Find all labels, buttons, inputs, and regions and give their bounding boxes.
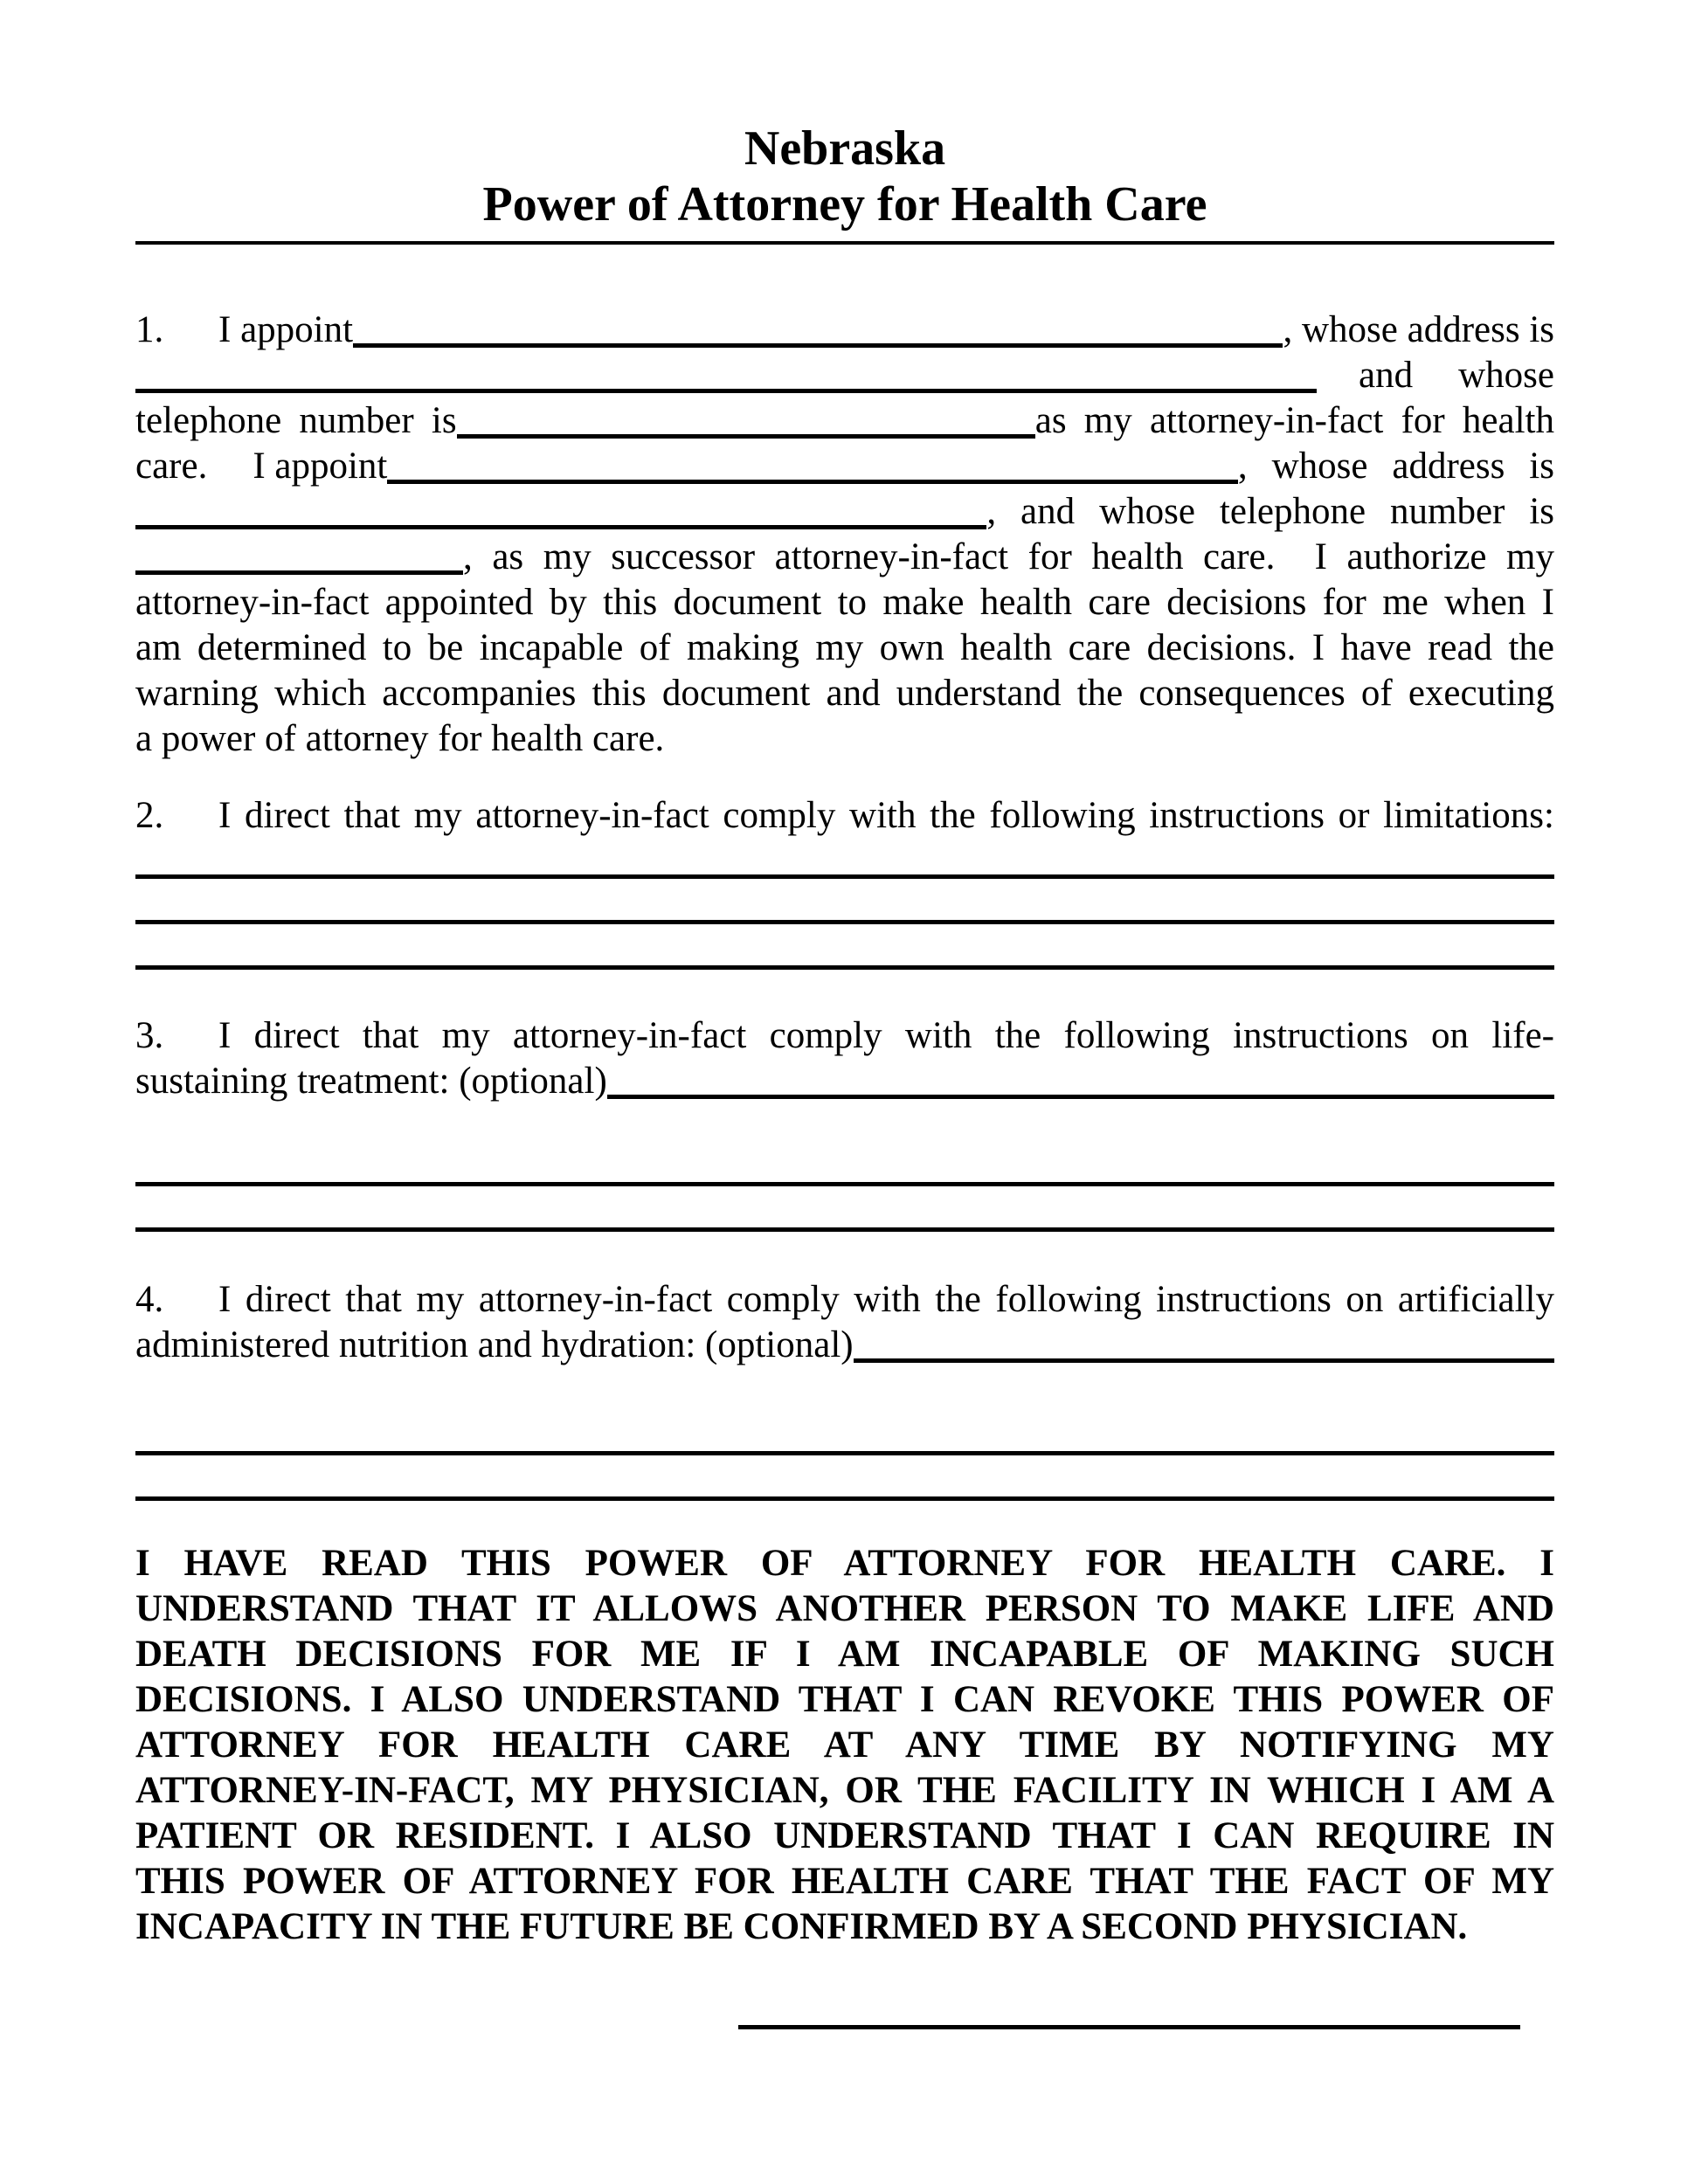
appointment-line-1 [135, 308, 1554, 353]
appointment-line-10: a power of attorney for health care. [135, 718, 665, 759]
appointment-line-6 [135, 535, 1554, 580]
appointment-line-4 [135, 444, 1554, 489]
attorney-address-field[interactable] [135, 389, 1317, 393]
document-state-title: Nebraska [744, 121, 946, 176]
document-title: Power of Attorney for Health Care [482, 177, 1207, 232]
instructions-field-line-3[interactable] [135, 965, 1554, 970]
item-number-3: 3. [135, 1015, 164, 1056]
acknowledgment-line-6: ATTORNEY-IN-FACT, MY PHYSICIAN, OR THE FACILITY IN WHICH I AM A [135, 1770, 1554, 1811]
section-nutrition-hydration [135, 1277, 1554, 1506]
spacer [135, 1368, 1554, 1415]
acknowledgment-line-5: ATTORNEY FOR HEALTH CARE AT ANY TIME BY NOTIFYING MY [135, 1724, 1554, 1766]
appointment-line-7: attorney-in-fact appointed by this document to make health care decisions for me when I [135, 582, 1554, 623]
appointment-line-2 [135, 353, 1554, 398]
nutrition-blank-row-1 [135, 1415, 1554, 1461]
appointment-line-8: am determined to be incapable of making my own health care decisions. I have read the [135, 627, 1554, 668]
nutrition-heading-text: I direct that my attorney-in-fact comply with the following instructions on artificially [218, 1279, 1554, 1320]
title-divider-rule [135, 241, 1554, 245]
instructions-field-line-1[interactable] [135, 874, 1554, 879]
successor-name-field[interactable] [387, 480, 1237, 484]
nutrition-heading-line-1 [135, 1277, 1554, 1323]
life-sustaining-heading-line-2 [135, 1059, 1554, 1104]
life-sustaining-blank-row-2 [135, 1192, 1554, 1237]
signature-line[interactable] [738, 2025, 1520, 2029]
appoint-label: I appoint [218, 309, 354, 350]
nutrition-heading-line-2 [135, 1323, 1554, 1368]
item-number-2: 2. [135, 795, 164, 836]
nutrition-optional-label: administered nutrition and hydration: (optional) [135, 1324, 854, 1365]
spacer [135, 1104, 1554, 1146]
successor-address-label: , whose address is [1237, 446, 1554, 487]
life-sustaining-field-line-2[interactable] [135, 1227, 1554, 1232]
appointment-line-5 [135, 489, 1554, 535]
section-appointment [135, 308, 1554, 762]
nutrition-field-start[interactable] [854, 1358, 1554, 1363]
whose-label: whose [1458, 355, 1554, 396]
successor-address-field[interactable] [135, 525, 986, 529]
acknowledgment-paragraph [135, 1541, 1554, 1950]
acknowledgment-line-1: I HAVE READ THIS POWER OF ATTORNEY FOR HEALTH CARE. I [135, 1543, 1554, 1584]
instructions-blank-row-2 [135, 884, 1554, 930]
life-sustaining-field-start[interactable] [607, 1095, 1554, 1099]
section-instructions [135, 793, 1554, 975]
life-sustaining-optional-label: sustaining treatment: (optional) [135, 1061, 607, 1102]
instructions-heading [135, 793, 1554, 839]
nutrition-field-line-2[interactable] [135, 1496, 1554, 1501]
acknowledgment-line-3: DEATH DECISIONS FOR ME IF I AM INCAPABLE OF MAKING SUCH [135, 1634, 1554, 1675]
life-sustaining-heading-text: I direct that my attorney-in-fact comply with the following instructions on life- [218, 1015, 1554, 1056]
instructions-blank-row-3 [135, 930, 1554, 975]
successor-phone-label: , and whose telephone number is [986, 491, 1554, 532]
successor-authorize-text: , as my successor attorney-in-fact for health care. I authorize my [463, 536, 1554, 577]
life-sustaining-blank-row-1 [135, 1146, 1554, 1192]
life-sustaining-heading-line-1 [135, 1013, 1554, 1059]
whose-address-label: , whose address is [1283, 309, 1554, 350]
document-header [135, 121, 1554, 245]
acknowledgment-line-9: INCAPACITY IN THE FUTURE BE CONFIRMED BY A SECOND PHYSICIAN. [135, 1906, 1468, 1947]
and-label: and [1359, 355, 1414, 396]
instructions-heading-text: I direct that my attorney-in-fact comply with the following instructions or limitations: [218, 795, 1554, 836]
telephone-label: telephone number is [135, 400, 457, 441]
acknowledgment-line-7: PATIENT OR RESIDENT. I ALSO UNDERSTAND THAT I CAN REQUIRE IN [135, 1815, 1554, 1856]
section-life-sustaining [135, 1013, 1554, 1237]
item-number-1: 1. [135, 309, 164, 350]
nutrition-blank-row-2 [135, 1461, 1554, 1506]
appointment-line-9: warning which accompanies this document and understand the consequences of executing [135, 673, 1554, 714]
instructions-blank-row-1 [135, 839, 1554, 884]
life-sustaining-field-line-1[interactable] [135, 1182, 1554, 1186]
attorney-phone-field[interactable] [457, 434, 1035, 439]
care-label: care. [135, 446, 208, 487]
acknowledgment-line-4: DECISIONS. I ALSO UNDERSTAND THAT I CAN REVOKE THIS POWER OF [135, 1679, 1554, 1720]
acknowledgment-line-2: UNDERSTAND THAT IT ALLOWS ANOTHER PERSON TO MAKE LIFE AND [135, 1588, 1554, 1629]
nutrition-field-line-1[interactable] [135, 1451, 1554, 1455]
appointment-line-3 [135, 398, 1554, 444]
item-number-4: 4. [135, 1279, 164, 1320]
signature-row [135, 2025, 1554, 2029]
appoint-successor-label: I appoint [253, 446, 388, 487]
successor-phone-field[interactable] [135, 570, 463, 575]
attorney-in-fact-label: as my attorney-in-fact for health [1034, 400, 1554, 441]
attorney-name-field[interactable] [353, 343, 1283, 348]
instructions-field-line-2[interactable] [135, 920, 1554, 924]
acknowledgment-line-8: THIS POWER OF ATTORNEY FOR HEALTH CARE THAT THE FACT OF MY [135, 1861, 1554, 1902]
